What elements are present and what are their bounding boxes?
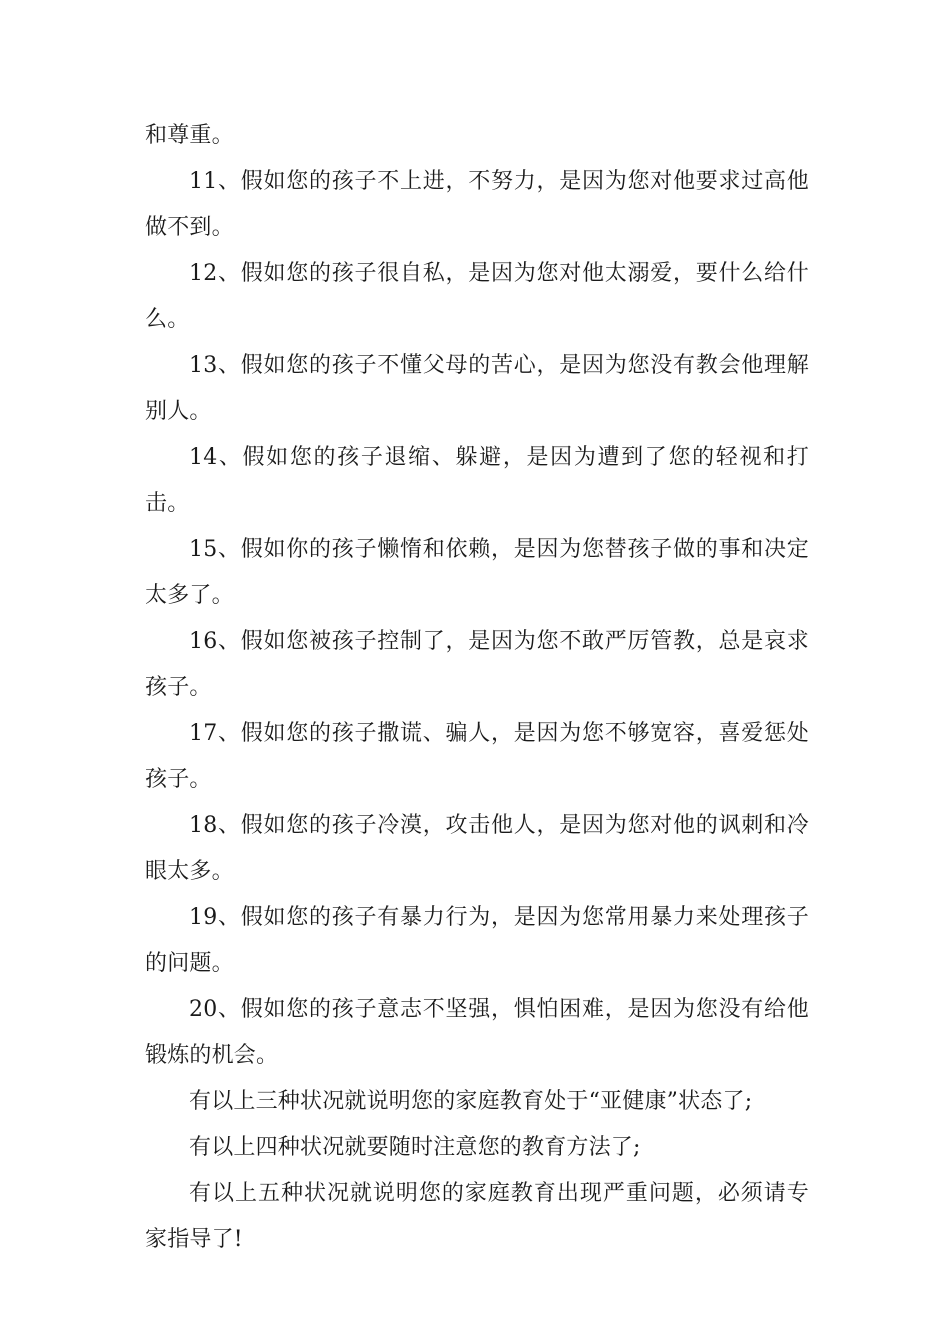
document-body [145, 113, 809, 1263]
list-item: 20、假如您的孩子意志不坚强，惧怕困难，是因为您没有给他锻炼的机会。 [145, 997, 809, 1068]
conclusion-paragraph: 有以上五种状况就说明您的家庭教育出现严重问题，必须请专家指导了! [145, 1181, 809, 1252]
list-item: 12、假如您的孩子很自私，是因为您对他太溺爱，要什么给什么。 [145, 261, 809, 332]
list-item: 14、假如您的孩子退缩、躲避，是因为遭到了您的轻视和打击。 [145, 445, 809, 516]
list-item: 13、假如您的孩子不懂父母的苦心，是因为您没有教会他理解别人。 [145, 353, 809, 424]
list-item: 17、假如您的孩子撒谎、骗人，是因为您不够宽容，喜爱惩处孩子。 [145, 721, 809, 792]
continuation-text: 和尊重。 [145, 123, 234, 148]
list-item: 15、假如你的孩子懒惰和依赖，是因为您替孩子做的事和决定太多了。 [145, 537, 809, 608]
conclusion-paragraph: 有以上四种状况就要随时注意您的教育方法了; [189, 1135, 641, 1160]
list-item: 18、假如您的孩子冷漠，攻击他人，是因为您对他的讽刺和冷眼太多。 [145, 813, 809, 884]
list-item: 11、假如您的孩子不上进，不努力，是因为您对他要求过高他做不到。 [145, 169, 809, 240]
conclusion-paragraph: 有以上三种状况就说明您的家庭教育处于“亚健康”状态了; [189, 1089, 753, 1114]
list-item: 16、假如您被孩子控制了，是因为您不敢严厉管教，总是哀求孩子。 [145, 629, 809, 700]
list-item: 19、假如您的孩子有暴力行为，是因为您常用暴力来处理孩子的问题。 [145, 905, 809, 976]
